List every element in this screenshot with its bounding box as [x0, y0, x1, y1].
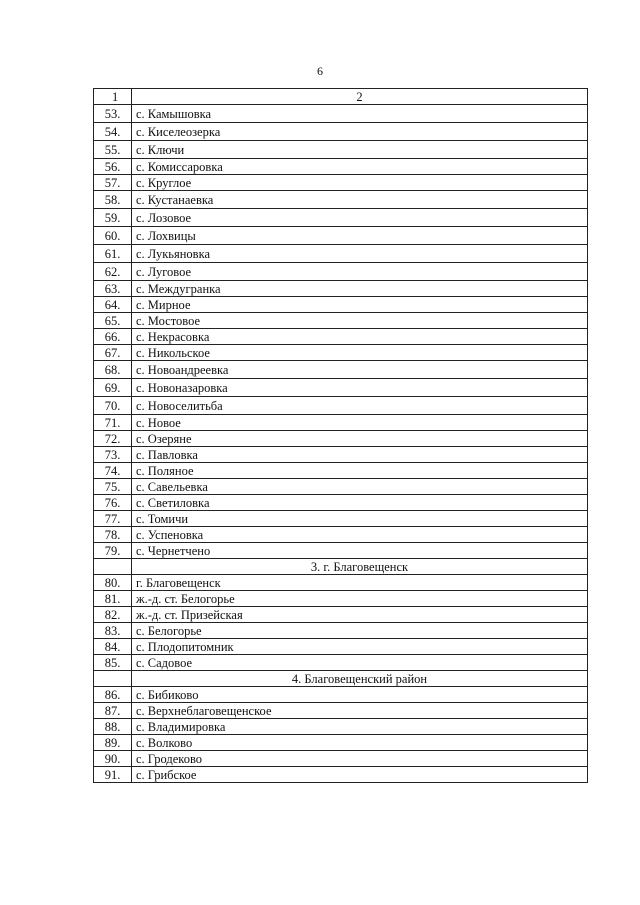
- row-number: 55.: [94, 141, 132, 159]
- column-header-2: 2: [132, 89, 588, 105]
- settlements-table: [93, 88, 588, 783]
- settlement-name: с. Круглое: [132, 175, 588, 191]
- table-row: [94, 175, 588, 191]
- table-row: [94, 345, 588, 361]
- settlement-name: г. Благовещенск: [132, 575, 588, 591]
- row-number: 71.: [94, 415, 132, 431]
- table-row: [94, 263, 588, 281]
- row-number: 53.: [94, 105, 132, 123]
- table-row: [94, 527, 588, 543]
- table-row: [94, 105, 588, 123]
- settlement-name: с. Грибское: [132, 767, 588, 783]
- table-row: [94, 607, 588, 623]
- section-heading-row: [94, 559, 588, 575]
- table-row: [94, 479, 588, 495]
- settlement-name: с. Волково: [132, 735, 588, 751]
- settlement-name: с. Гродеково: [132, 751, 588, 767]
- settlement-name: с. Луговое: [132, 263, 588, 281]
- row-number: 78.: [94, 527, 132, 543]
- row-number: 54.: [94, 123, 132, 141]
- table-row: [94, 463, 588, 479]
- table-row: [94, 591, 588, 607]
- row-number: [94, 671, 132, 687]
- row-number: 79.: [94, 543, 132, 559]
- settlement-name: с. Междугранка: [132, 281, 588, 297]
- settlement-name: с. Павловка: [132, 447, 588, 463]
- row-number: 86.: [94, 687, 132, 703]
- table-row: [94, 767, 588, 783]
- table-row: [94, 397, 588, 415]
- settlement-name: ж.-д. ст. Белогорье: [132, 591, 588, 607]
- row-number: 58.: [94, 191, 132, 209]
- table-row: [94, 415, 588, 431]
- table-row: [94, 431, 588, 447]
- settlement-name: с. Никольское: [132, 345, 588, 361]
- table-row: [94, 495, 588, 511]
- table-row: [94, 313, 588, 329]
- page-number: 6: [317, 64, 323, 78]
- row-number: 65.: [94, 313, 132, 329]
- settlement-name: с. Томичи: [132, 511, 588, 527]
- row-number: 81.: [94, 591, 132, 607]
- table-row: [94, 543, 588, 559]
- table-row: [94, 447, 588, 463]
- settlement-name: с. Поляное: [132, 463, 588, 479]
- section-heading: 4. Благовещенский район: [132, 671, 588, 687]
- settlement-name: с. Лохвицы: [132, 227, 588, 245]
- section-heading-row: [94, 671, 588, 687]
- settlement-name: с. Некрасовка: [132, 329, 588, 345]
- table-row: [94, 575, 588, 591]
- settlement-name: с. Верхнеблаговещенское: [132, 703, 588, 719]
- table-row: [94, 329, 588, 345]
- table-row: [94, 511, 588, 527]
- table-row: [94, 687, 588, 703]
- table-row: [94, 159, 588, 175]
- settlement-name: с. Чернетчено: [132, 543, 588, 559]
- row-number: 88.: [94, 719, 132, 735]
- table-header-row: [94, 89, 588, 105]
- table-row: [94, 123, 588, 141]
- settlement-name: с. Мирное: [132, 297, 588, 313]
- table-row: [94, 227, 588, 245]
- row-number: 56.: [94, 159, 132, 175]
- table-row: [94, 655, 588, 671]
- row-number: 91.: [94, 767, 132, 783]
- settlement-name: с. Комиссаровка: [132, 159, 588, 175]
- row-number: 70.: [94, 397, 132, 415]
- table-row: [94, 361, 588, 379]
- row-number: 60.: [94, 227, 132, 245]
- row-number: 73.: [94, 447, 132, 463]
- row-number: 89.: [94, 735, 132, 751]
- settlement-name: с. Савельевка: [132, 479, 588, 495]
- row-number: 76.: [94, 495, 132, 511]
- settlement-name: с. Лукьяновка: [132, 245, 588, 263]
- row-number: 83.: [94, 623, 132, 639]
- row-number: 66.: [94, 329, 132, 345]
- row-number: 74.: [94, 463, 132, 479]
- table-row: [94, 751, 588, 767]
- row-number: 62.: [94, 263, 132, 281]
- settlement-name: с. Лозовое: [132, 209, 588, 227]
- settlement-name: с. Камышовка: [132, 105, 588, 123]
- row-number: 90.: [94, 751, 132, 767]
- settlement-name: с. Садовое: [132, 655, 588, 671]
- row-number: 87.: [94, 703, 132, 719]
- settlement-name: с. Белогорье: [132, 623, 588, 639]
- row-number: 75.: [94, 479, 132, 495]
- row-number: 64.: [94, 297, 132, 313]
- table-row: [94, 379, 588, 397]
- table-row: [94, 623, 588, 639]
- table-row: [94, 639, 588, 655]
- row-number: 68.: [94, 361, 132, 379]
- table-row: [94, 209, 588, 227]
- settlement-name: с. Ключи: [132, 141, 588, 159]
- settlement-name: с. Кустанаевка: [132, 191, 588, 209]
- row-number: 85.: [94, 655, 132, 671]
- table-row: [94, 703, 588, 719]
- settlement-name: с. Новоандреевка: [132, 361, 588, 379]
- table-row: [94, 719, 588, 735]
- settlement-name: с. Светиловка: [132, 495, 588, 511]
- row-number: 80.: [94, 575, 132, 591]
- row-number: 77.: [94, 511, 132, 527]
- row-number: 72.: [94, 431, 132, 447]
- settlement-name: с. Новоназаровка: [132, 379, 588, 397]
- table-row: [94, 297, 588, 313]
- table-row: [94, 281, 588, 297]
- row-number: 57.: [94, 175, 132, 191]
- table-row: [94, 141, 588, 159]
- settlement-name: ж.-д. ст. Призейская: [132, 607, 588, 623]
- row-number: 67.: [94, 345, 132, 361]
- table-body: [94, 89, 588, 783]
- table-row: [94, 735, 588, 751]
- settlement-name: с. Плодопитомник: [132, 639, 588, 655]
- settlement-name: с. Бибиково: [132, 687, 588, 703]
- settlement-name: с. Новое: [132, 415, 588, 431]
- row-number: 63.: [94, 281, 132, 297]
- settlement-name: с. Киселеозерка: [132, 123, 588, 141]
- row-number: 61.: [94, 245, 132, 263]
- row-number: [94, 559, 132, 575]
- table-row: [94, 245, 588, 263]
- row-number: 69.: [94, 379, 132, 397]
- column-header-1: 1: [94, 89, 132, 105]
- settlement-name: с. Мостовое: [132, 313, 588, 329]
- settlement-name: с. Владимировка: [132, 719, 588, 735]
- settlement-name: с. Успеновка: [132, 527, 588, 543]
- section-heading: 3. г. Благовещенск: [132, 559, 588, 575]
- table-row: [94, 191, 588, 209]
- row-number: 59.: [94, 209, 132, 227]
- row-number: 84.: [94, 639, 132, 655]
- settlement-name: с. Озеряне: [132, 431, 588, 447]
- settlement-name: с. Новоселитьба: [132, 397, 588, 415]
- row-number: 82.: [94, 607, 132, 623]
